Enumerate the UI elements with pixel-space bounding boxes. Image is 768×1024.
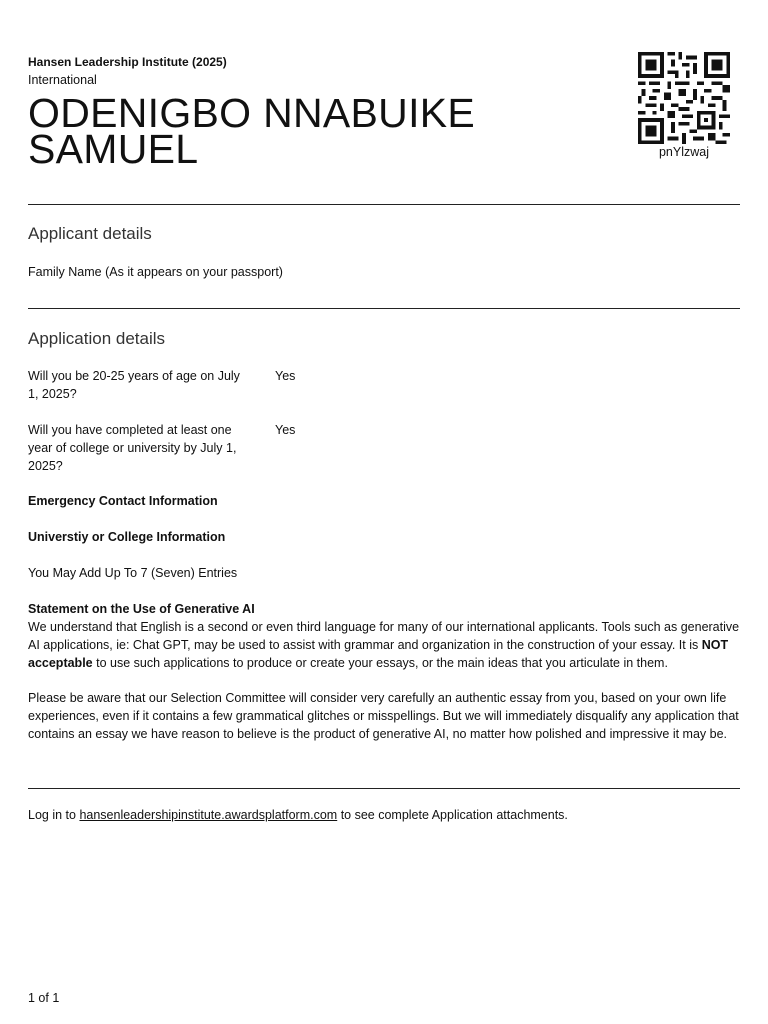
applicant-name: [28, 90, 588, 172]
applicant-name-line1: ODENIGBO NNABUIKE: [28, 90, 476, 136]
ai-statement-text: We understand that English is a second or even third language for many of our international applicants. Tools such as generative AI applications, ie: Chat GPT, may be used to assist with grammar and organization in the construction of your essay. It is: [28, 620, 740, 652]
ai-statement-emphasis: NOT acceptable: [28, 638, 729, 670]
application-document: [28, 0, 740, 1024]
divider: [28, 308, 740, 309]
ai-statement-text: to use such applications to produce or create your essays, or the main ideas that you articulate in them.: [92, 656, 668, 670]
entries-note: You May Add Up To 7 (Seven) Entries: [28, 566, 238, 580]
university-heading: Universtiy or College Information: [28, 530, 226, 544]
divider: [28, 788, 740, 789]
ai-statement-paragraph-2: Please be aware that our Selection Committee will consider very carefully an authentic essay from you, based on your own life experiences, even if it contains a few grammatical glitches or misspellings. But we will immediately disqualify any application that contains an essay we have reason to believe is the product of generative AI, no matter how polished and impressive it may be.: [28, 691, 739, 741]
organization-name: Hansen Leadership Institute (2025): [28, 55, 227, 69]
login-note-text: to see complete Application attachments.: [337, 808, 568, 822]
question-college: Will you have completed at least one year of college or university by July 1, 2025?: [28, 423, 237, 473]
section-title-applicant-details: Applicant details: [28, 224, 152, 243]
divider: [28, 204, 740, 205]
awards-platform-link[interactable]: hansenleadershipinstitute.awardsplatform.com: [79, 808, 338, 822]
question-age: Will you be 20-25 years of age on July 1, 2025?: [28, 369, 240, 401]
qr-code-id: pnYlzwaj: [658, 145, 710, 159]
emergency-contact-heading: Emergency Contact Information: [28, 494, 218, 508]
ai-statement-paragraph-1: [28, 618, 740, 672]
answer-college: Yes: [275, 423, 296, 437]
application-category: International: [28, 73, 97, 87]
answer-age: Yes: [275, 369, 296, 383]
section-title-application-details: Application details: [28, 329, 166, 348]
login-note-text: Log in to: [28, 808, 80, 822]
page-indicator: 1 of 1: [28, 991, 60, 1005]
login-note: [28, 806, 568, 824]
qr-code-icon: [636, 52, 732, 144]
family-name-label: Family Name (As it appears on your passport): [28, 265, 283, 279]
ai-statement-heading: Statement on the Use of Generative AI: [28, 602, 255, 616]
applicant-name-line2: SAMUEL: [28, 126, 199, 172]
